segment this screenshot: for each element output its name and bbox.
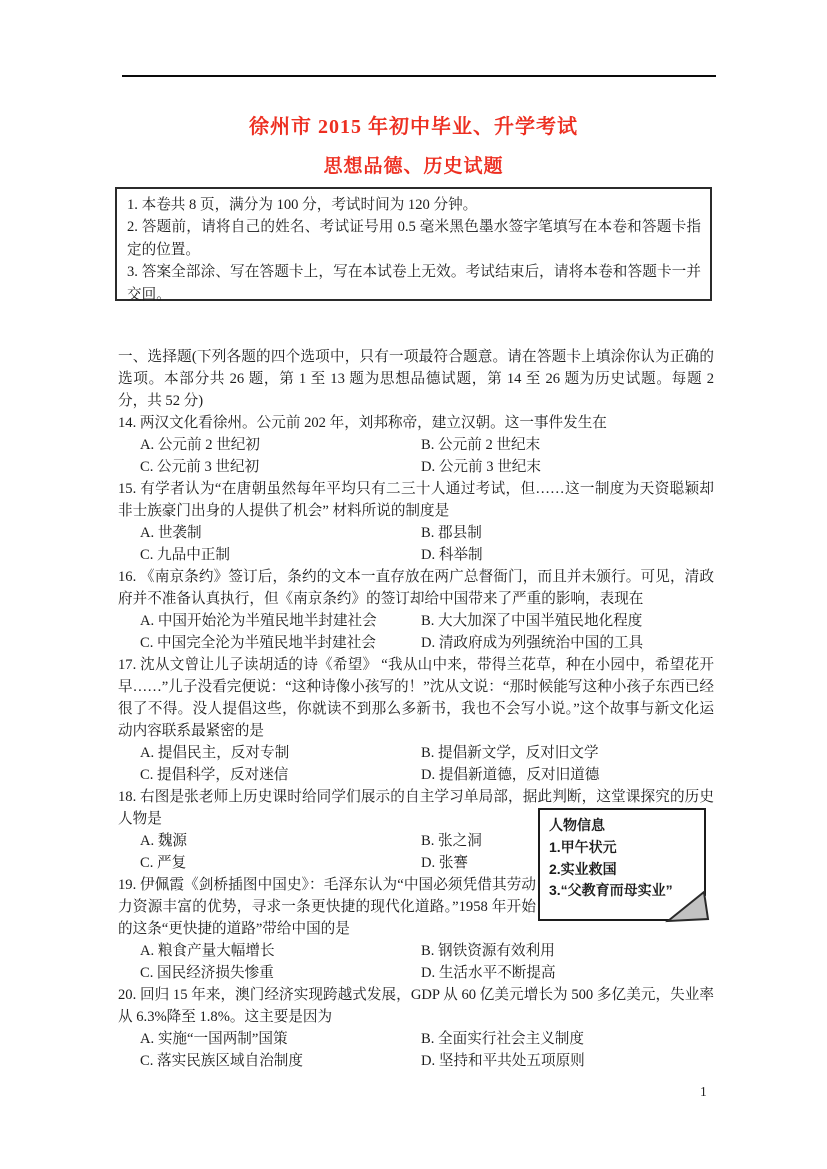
info-card-item: 3.“父教育而母实业”: [549, 882, 673, 899]
notice-item-1: 1. 本卷共 8 页，满分为 100 分，考试时间为 120 分钟。: [127, 197, 478, 213]
option-a: A. 实施“一国两制”国策: [140, 1031, 288, 1047]
option-a: A. 中国开始沦为半殖民地半封建社会: [140, 613, 377, 629]
page-number: 1: [700, 1084, 707, 1099]
question-area: [118, 346, 714, 1072]
option-c: C. 公元前 3 世纪初: [140, 459, 260, 475]
info-card-title: 人物信息: [549, 817, 605, 833]
option-a: A. 粮食产量大幅增长: [140, 943, 275, 959]
option-b: B. 提倡新文学，反对旧文学: [421, 745, 599, 761]
option-d: D. 坚持和平共处五项原则: [421, 1053, 585, 1069]
option-b: B. 全面实行社会主义制度: [421, 1031, 584, 1047]
question-stem: 15. 有学者认为“在唐朝虽然每年平均只有二三十人通过考试，但……这一制度为天资聪颖却非士族豪门出身的人提供了机会” 材料所说的制度是: [118, 481, 714, 519]
option-b: B. 大大加深了中国半殖民地化程度: [421, 613, 643, 629]
option-row: [118, 434, 714, 456]
notice-item-3: 3. 答案全部涂、写在答题卡上，写在本试卷上无效。考试结束后，请将本卷和答题卡一并交回。: [127, 264, 701, 303]
question-stem: 17. 沈从文曾让儿子读胡适的诗《希望》 “我从山中来，带得兰花草，种在小园中，希望花开早……”儿子没看完便说：“这种诗像小孩写的！”沈从文说：“那时候能写这种小孩子东西已经很了不得。没人提倡这些，你就读不到那么多新书，我也不会写小说。”这个故事与新文化运动内容联系最紧密的是: [118, 657, 714, 739]
section-intro: 一、选择题(下列各题的四个选项中，只有一项最符合题意。请在答题卡上填涂你认为正确的选项。本部分共 26 题，第 1 至 13 题为思想品德试题，第 14 至 26 题为历史试题。每题 2 分，共 52 分): [118, 349, 714, 409]
option-row: [118, 544, 714, 566]
option-row: [118, 940, 714, 962]
option-row: [118, 742, 714, 764]
option-c: C. 严复: [140, 855, 187, 871]
option-b: B. 公元前 2 世纪末: [421, 437, 541, 453]
question-stem: 20. 回归 15 年来，澳门经济实现跨越式发展，GDP 从 60 亿美元增长为 500 多亿美元，失业率从 6.3%降至 1.8%。这主要是因为: [118, 987, 714, 1025]
exam-subtitle: 思想品德、历史试题: [323, 156, 504, 177]
option-a: A. 提倡民主，反对专制: [140, 745, 290, 761]
option-d: D. 提倡新道德，反对旧道德: [421, 767, 600, 783]
question-stem: 14. 两汉文化看徐州。公元前 202 年，刘邦称帝，建立汉朝。这一事件发生在: [118, 415, 607, 431]
option-b: B. 张之洞: [421, 833, 482, 849]
option-d: D. 公元前 3 世纪末: [421, 459, 541, 475]
question-16: [118, 566, 714, 654]
header-rule: [122, 75, 716, 77]
notice-box: [115, 187, 712, 301]
question-17: [118, 654, 714, 786]
option-row: [118, 764, 714, 786]
exam-title: 徐州市 2015 年初中毕业、升学考试: [249, 116, 578, 138]
option-d: D. 生活水平不断提高: [421, 965, 556, 981]
page-curl-icon: [661, 882, 713, 926]
question-14: [118, 412, 714, 478]
option-a: A. 魏源: [140, 833, 188, 849]
option-row: [118, 1028, 714, 1050]
option-d: D. 张謇: [421, 855, 469, 871]
notice-item-2: 2. 答题前，请将自己的姓名、考试证号用 0.5 毫米黑色墨水签字笔填写在本卷和答题卡指定的位置。: [127, 219, 701, 258]
question-stem: 16. 《南京条约》签订后，条约的文本一直存放在两广总督衙门，而且并未颁行。可见，清政府并不准备认真执行，但《南京条约》的签订却给中国带来了严重的影响，表现在: [118, 569, 714, 607]
option-row: [118, 1050, 714, 1072]
option-row: [118, 522, 714, 544]
info-card-item: 2.实业救国: [549, 860, 617, 877]
option-c: C. 落实民族区域自治制度: [140, 1053, 303, 1069]
option-a: A. 公元前 2 世纪初: [140, 437, 260, 453]
option-d: D. 清政府成为列强统治中国的工具: [421, 635, 644, 651]
option-row: [118, 610, 714, 632]
option-d: D. 科举制: [421, 547, 483, 563]
option-c: C. 九品中正制: [140, 547, 230, 563]
option-b: B. 钢铁资源有效利用: [421, 943, 555, 959]
option-c: C. 国民经济损失惨重: [140, 965, 274, 981]
option-row: [118, 456, 714, 478]
option-c: C. 提倡科学，反对迷信: [140, 767, 289, 783]
question-20: [118, 984, 714, 1072]
option-a: A. 世袭制: [140, 525, 202, 541]
question-stem: 19. 伊佩霞《剑桥插图中国史》：毛泽东认为“中国必须凭借其劳动力资源丰富的优势，寻求一条更快捷的现代化道路。”1958 年开始的这条“更快捷的道路”带给中国的是: [118, 877, 536, 937]
person-info-card: [538, 808, 706, 921]
option-c: C. 中国完全沦为半殖民地半封建社会: [140, 635, 376, 651]
question-15: [118, 478, 714, 566]
option-row: [118, 962, 714, 984]
info-card-item: 1.甲午状元: [549, 838, 617, 855]
question-stem: 18. 右图是张老师上历史课时给同学们展示的自主学习单局部，据此判断，这堂课探究的历史人物是: [118, 789, 714, 827]
option-b: B. 郡县制: [421, 525, 482, 541]
option-row: [118, 632, 714, 654]
